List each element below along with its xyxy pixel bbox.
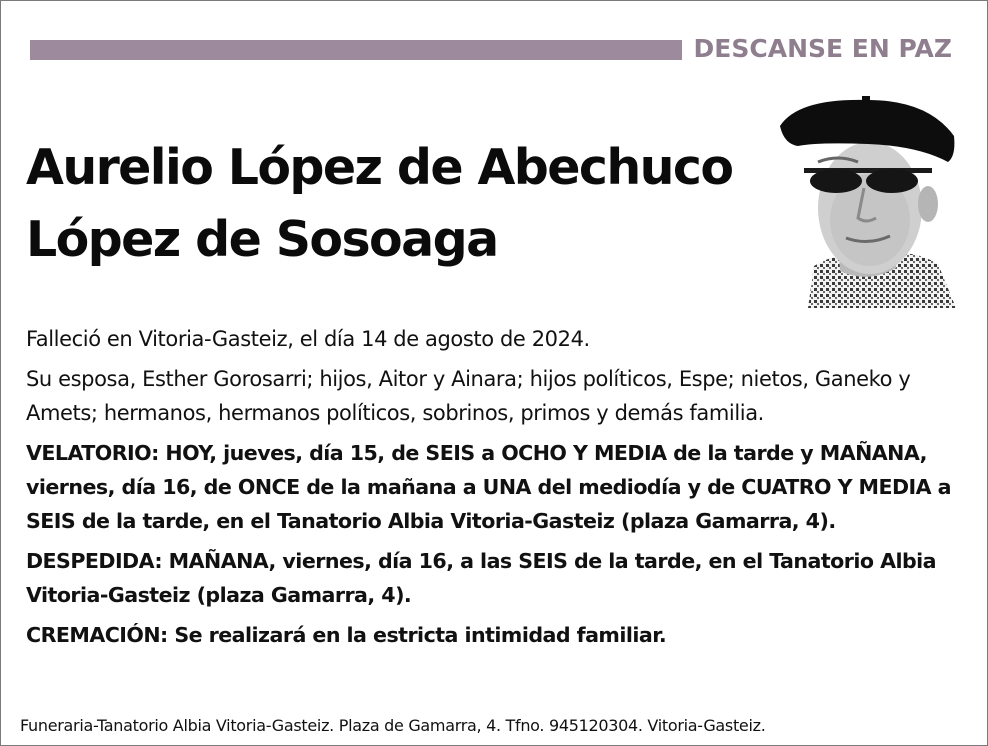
family-paragraph: Su esposa, Esther Gorosarri; hijos, Aitor y Ainara; hijos políticos, Espe; nietos, Ganeko y Amets; hermanos, hermanos políticos, sobrinos, primos y demás familia.: [26, 367, 911, 425]
cremacion-paragraph: CREMACIÓN: Se realizará en la estricta intimidad familiar.: [26, 623, 667, 647]
velatorio-paragraph: VELATORIO: HOY, jueves, día 15, de SEIS a OCHO Y MEDIA de la tarde y MAÑANA, viernes, día 16, de ONCE de la mañana a UNA del mediodía y de CUATRO Y MEDIA a SEIS de la tarde, en el Tanatorio Albia Vitoria-Gasteiz (plaza Gamarra, 4).: [26, 441, 952, 533]
deceased-name-line1: Aurelio López de Abechuco: [26, 139, 733, 196]
obituary-body: [26, 322, 966, 658]
deceased-name: [26, 132, 786, 276]
despedida-paragraph: DESPEDIDA: MAÑANA, viernes, día 16, a las SEIS de la tarde, en el Tanatorio Albia Vitoria-Gasteiz (plaza Gamarra, 4).: [26, 549, 937, 607]
deceased-name-line2: López de Sosoaga: [26, 211, 498, 268]
portrait-photo: [778, 96, 958, 308]
death-notice: Falleció en Vitoria-Gasteiz, el día 14 de agosto de 2024.: [26, 327, 590, 351]
header-accent-bar: [30, 40, 682, 60]
header-label: DESCANSE EN PAZ: [693, 34, 952, 63]
funeral-home-footer: Funeraria-Tanatorio Albia Vitoria-Gasteiz. Plaza de Gamarra, 4. Tfno. 945120304. Vitoria-Gasteiz.: [20, 716, 766, 735]
